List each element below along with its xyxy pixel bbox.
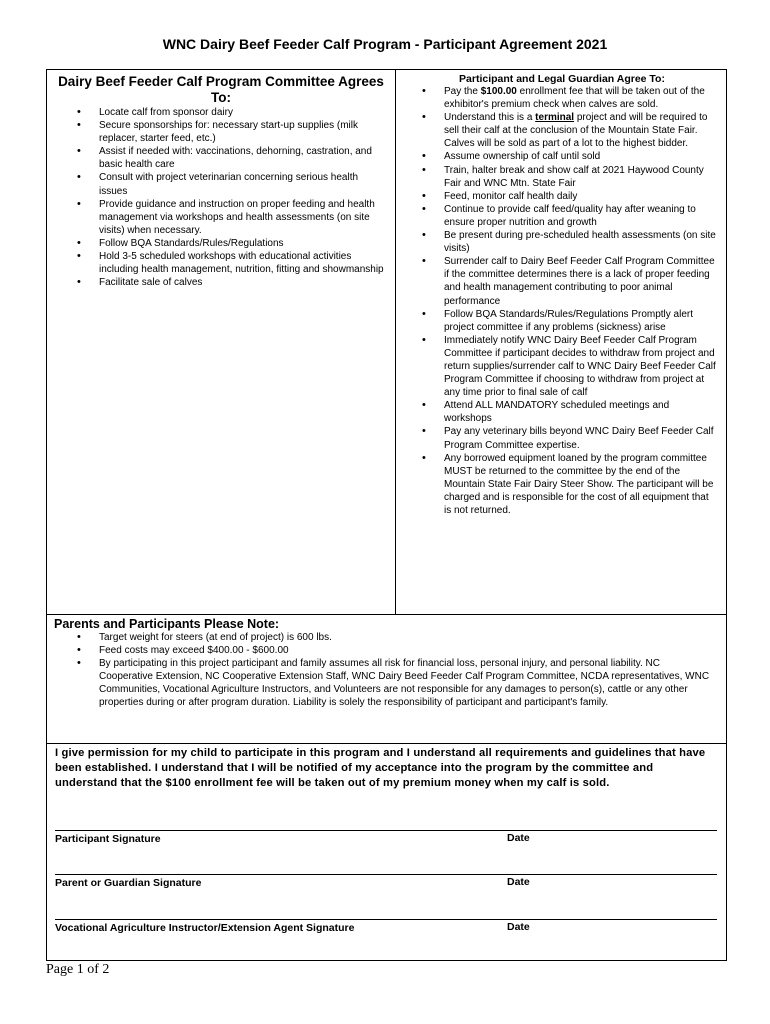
date-label: Date: [507, 876, 530, 888]
list-item: • Assist if needed with: vaccinations, dehorning, castration, and basic health care: [47, 145, 395, 171]
committee-column: [47, 70, 395, 289]
list-item: • Any borrowed equipment loaned by the program committee MUST be returned to the committee by the end of the Mountain State Fair Dairy Steer Show. The participant will be charged and is responsible for the cost of all equipment that is not returned.: [396, 452, 728, 517]
list-item: • Pay the $100.00 enrollment fee that will be taken out of the exhibitor's premium check when calves are sold.: [396, 85, 728, 111]
notes-heading: Parents and Participants Please Note:: [54, 617, 280, 631]
list-item: • Follow BQA Standards/Rules/Regulations Promptly alert project committee if any problems (sickness) arise: [396, 308, 728, 334]
date-label: Date: [507, 832, 530, 844]
list-item: • Follow BQA Standards/Rules/Regulations: [47, 237, 395, 250]
signature-line[interactable]: [55, 826, 717, 831]
list-item: • Continue to provide calf feed/quality hay after weaning to ensure proper nutrition and growth: [396, 203, 728, 229]
list-item: • Assume ownership of calf until sold: [396, 150, 728, 163]
committee-heading: Dairy Beef Feeder Calf Program Committee Agrees To:: [58, 74, 384, 105]
signature-label: Vocational Agriculture Instructor/Extension Agent Signature: [55, 922, 355, 934]
list-item: • Consult with project veterinarian concerning serious health issues: [47, 171, 395, 197]
list-item: • Attend ALL MANDATORY scheduled meetings and workshops: [396, 399, 728, 425]
permission-section: [46, 743, 727, 961]
notes-list: [47, 631, 726, 710]
list-item: • Train, halter break and show calf at 2021 Haywood County Fair and WNC Mtn. State Fair: [396, 164, 728, 190]
signature-line[interactable]: [55, 870, 717, 875]
list-item: • Locate calf from sponsor dairy: [47, 106, 395, 119]
participant-heading: Participant and Legal Guardian Agree To:: [459, 73, 665, 85]
agreement-table: [46, 69, 727, 615]
page-number: Page 1 of 2: [46, 962, 110, 977]
notes-section: [46, 614, 727, 744]
list-item: • Provide guidance and instruction on proper feeding and health management via workshops and health assessments (on site visits) when necessary.: [47, 198, 395, 237]
document-title: WNC Dairy Beef Feeder Calf Program - Participant Agreement 2021: [162, 36, 608, 52]
participant-signature-block: [55, 826, 717, 845]
list-item: • By participating in this project participant and family assumes all risk for financial loss, personal injury, and personal liability. NC Cooperative Extension, NC Cooperative Extension Staff, WNC Dairy Beed Feeder Calf Program Committee, NCDA representatives, WNC Communities, Vocational Agriculture Instructors, and Volunteers are not responsible for any damages to person(s), cattle or any other properties during or after program duration. Liability is solely the responsibility of participant and participant's family.: [47, 657, 726, 709]
list-item: • Hold 3-5 scheduled workshops with educational activities including health management, nutrition, fitting and showmanship: [47, 250, 395, 276]
participant-list: [396, 85, 728, 517]
signature-line[interactable]: [55, 915, 717, 920]
participant-column: [396, 70, 728, 517]
list-item: • Facilitate sale of calves: [47, 276, 395, 289]
list-item: • Understand this is a terminal project and will be required to sell their calf at the conclusion of the Mountain State Fair. Calves will be sold as part of a lot to the highest bidder.: [396, 111, 728, 150]
list-item: • Pay any veterinary bills beyond WNC Dairy Beef Feeder Calf Program Committee expertise.: [396, 425, 728, 451]
signature-label: Parent or Guardian Signature: [55, 877, 202, 889]
list-item: • Feed, monitor calf health daily: [396, 190, 728, 203]
guardian-signature-block: [55, 870, 717, 889]
list-item: • Secure sponsorships for: necessary start-up supplies (milk replacer, starter feed, etc.): [47, 119, 395, 145]
date-label: Date: [507, 921, 530, 933]
list-item: • Surrender calf to Dairy Beef Feeder Calf Program Committee if the committee determines there is a lack of proper feeding and health management contributing to poor animal performance: [396, 255, 728, 307]
permission-statement: I give permission for my child to participate in this program and I understand all requirements and guidelines that have been established. I understand that I will be notified of my acceptance into the program by the committee and understand that the $100 enrollment fee will be taken out of my premium money when my calf is sold.: [55, 747, 706, 790]
instructor-signature-block: [55, 915, 717, 934]
list-item: • Immediately notify WNC Dairy Beef Feeder Calf Program Committee if participant decides to withdraw from project and return supplies/surrender calf to WNC Dairy Beef Feeder Calf Program Committee if choosing to withdraw from project at any time prior to final sale of calf: [396, 334, 728, 399]
list-item: • Feed costs may exceed $400.00 - $600.00: [47, 644, 726, 657]
committee-list: [47, 106, 395, 289]
list-item: • Be present during pre-scheduled health assessments (on site visits): [396, 229, 728, 255]
signature-label: Participant Signature: [55, 833, 161, 845]
list-item: • Target weight for steers (at end of project) is 600 lbs.: [47, 631, 726, 644]
